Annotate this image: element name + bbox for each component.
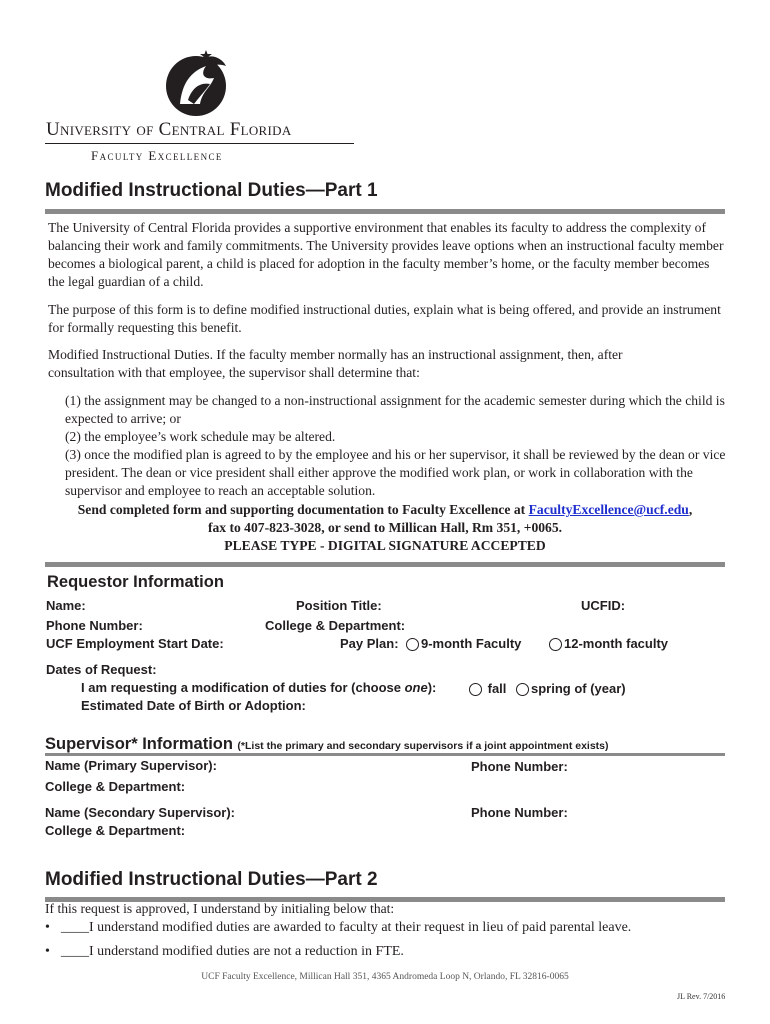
position-title-label: Position Title: xyxy=(296,598,382,613)
estimated-date-label: Estimated Date of Birth or Adoption: xyxy=(81,698,306,713)
requesting-one: one xyxy=(404,680,428,695)
radio-fall[interactable] xyxy=(469,683,482,696)
requestor-rule xyxy=(45,562,725,567)
bullet-2-text: ____I understand modified duties are not a reduction in FTE. xyxy=(61,944,404,959)
pay-plan-9-month-label: 9-month Faculty xyxy=(421,636,522,651)
email-link[interactable]: FacultyExcellence@ucf.edu xyxy=(528,502,689,517)
pay-plan-9-month-option[interactable] xyxy=(406,636,521,651)
secondary-supervisor-name-label: Name (Secondary Supervisor): xyxy=(45,805,236,820)
part1-paragraph-1: The University of Central Florida provides a supportive environment that enables its faculty to address the complexity of balancing their work and family commitments. The University provides leave options when an instructional faculty member becomes a biological parent, a child is placed for adoption in the faculty member’s home, or the faculty member becomes the legal guardian of a child. xyxy=(48,220,724,289)
part2-bullet-2 xyxy=(45,944,404,960)
start-date-label: UCF Employment Start Date: xyxy=(46,636,224,651)
part1-item-1: (1) the assignment may be changed to a non-instructional assignment for the academic semester during which the child is expected to arrive; or xyxy=(65,393,725,426)
fall-option[interactable] xyxy=(469,681,506,696)
bullet-2-marker: • xyxy=(45,944,50,959)
revision-label: JL Rev. 7/2016 xyxy=(677,992,726,1001)
ucf-pegasus-logo xyxy=(160,44,238,122)
pay-plan-12-month-label: 12-month faculty xyxy=(564,636,669,651)
supervisor-heading: Supervisor* Information xyxy=(45,735,233,753)
supervisor-note: (*List the primary and secondary supervisors if a joint appointment exists) xyxy=(237,740,609,752)
send-prefix: Send completed form and supporting documentation to Faculty Excellence at xyxy=(77,502,529,517)
spring-label: spring of (year) xyxy=(531,681,626,696)
university-name: University of Central Florida xyxy=(46,119,292,140)
part2-bullet-1 xyxy=(45,920,631,936)
part1-title: Modified Instructional Duties—Part 1 xyxy=(45,180,378,201)
radio-12-month[interactable] xyxy=(549,638,562,651)
requestor-phone-label: Phone Number: xyxy=(46,618,143,633)
pay-plan-12-month-option[interactable] xyxy=(549,636,668,651)
bullet-1-text: ____I understand modified duties are awarded to faculty at their request in lieu of paid parental leave. xyxy=(61,920,632,935)
bullet-1-marker: • xyxy=(45,920,50,935)
fall-label: fall xyxy=(487,681,507,696)
send-fax-line: fax to 407-823-3028, or send to Millican Hall, Rm 351, +0065. xyxy=(207,520,563,535)
type-notice: PLEASE TYPE - DIGITAL SIGNATURE ACCEPTED xyxy=(224,538,546,553)
part1-paragraph-2: The purpose of this form is to define modified instructional duties, explain what is being offered, and provide an instrument for formally requesting this benefit. xyxy=(48,302,721,335)
part1-item-2: (2) the employee’s work schedule may be altered. xyxy=(65,429,336,444)
requesting-modification-label xyxy=(81,680,436,695)
secondary-college-label: College & Department: xyxy=(45,823,186,838)
primary-supervisor-phone-label: Phone Number: xyxy=(471,759,568,774)
requestor-heading: Requestor Information xyxy=(47,573,224,591)
footer-address: UCF Faculty Excellence, Millican Hall 351, 4365 Andromeda Loop N, Orlando, FL 32816-0065 xyxy=(201,972,569,982)
dates-of-request-label: Dates of Request: xyxy=(46,662,157,677)
primary-supervisor-name-label: Name (Primary Supervisor): xyxy=(45,758,217,773)
header-underline xyxy=(45,143,354,144)
spring-option[interactable] xyxy=(516,681,626,696)
ucfid-label: UCFID: xyxy=(581,598,626,613)
send-suffix: , xyxy=(688,502,693,517)
part2-intro: If this request is approved, I understand by initialing below that: xyxy=(45,901,395,916)
part1-paragraph-3: Modified Instructional Duties. If the faculty member normally has an instructional assignment, then, after consultation with that employee, the supervisor shall determine that: xyxy=(48,347,623,380)
requestor-college-label: College & Department: xyxy=(265,618,406,633)
department-name: Faculty Excellence xyxy=(91,148,223,163)
supervisor-rule xyxy=(45,753,725,756)
radio-spring[interactable] xyxy=(516,683,529,696)
supervisor-heading-row xyxy=(45,735,609,754)
part1-item-3: (3) once the modified plan is agreed to by the employee and his or her supervisor, it shall be reviewed by the dean or vice president. The dean or vice president shall either approve the modified work plan, or work in collaboration with the supervisor and employee to reach an acceptable solution. xyxy=(65,447,726,498)
requestor-name-label: Name: xyxy=(46,598,86,613)
requesting-suffix: ): xyxy=(427,680,437,695)
send-instructions xyxy=(30,501,740,555)
requesting-prefix: I am requesting a modification of duties for (choose xyxy=(81,680,405,695)
part1-rule xyxy=(45,209,725,214)
secondary-supervisor-phone-label: Phone Number: xyxy=(471,805,568,820)
radio-9-month[interactable] xyxy=(406,638,419,651)
part2-title: Modified Instructional Duties—Part 2 xyxy=(45,869,378,890)
primary-college-label: College & Department: xyxy=(45,779,186,794)
pay-plan-label: Pay Plan: xyxy=(340,636,399,651)
